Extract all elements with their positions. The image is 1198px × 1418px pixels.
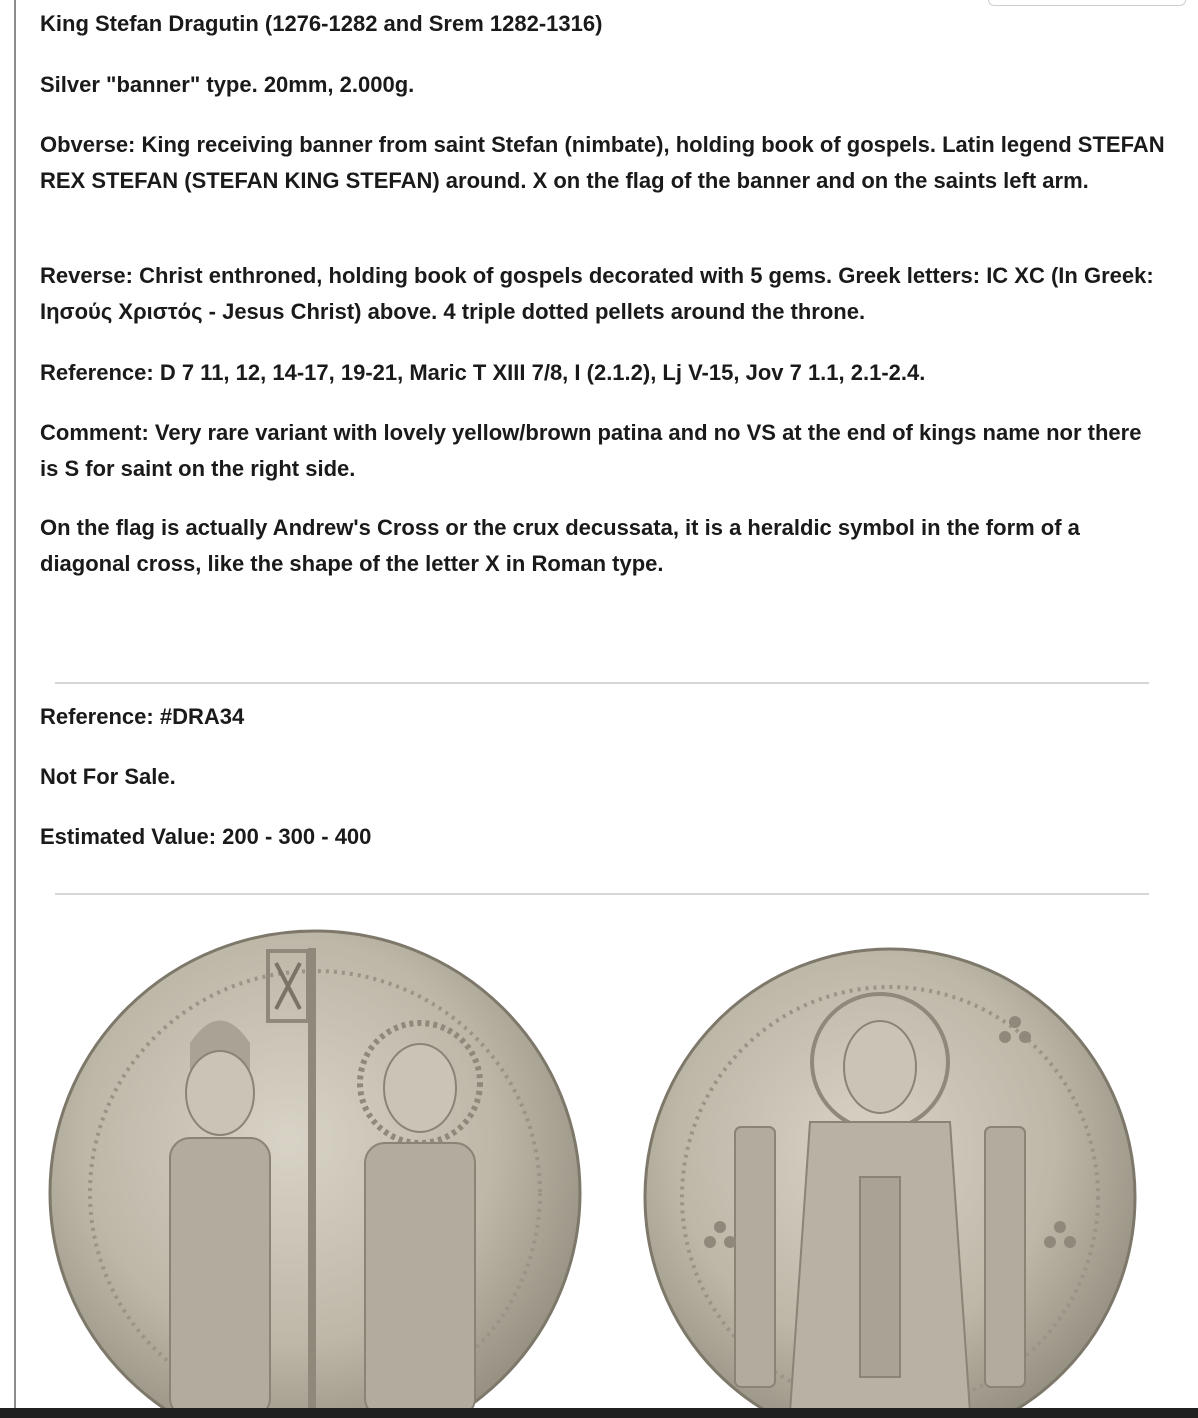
- divider-top: [55, 682, 1149, 684]
- obverse-description: Obverse: King receiving banner from saint Stefan (nimbate), holding book of gospels. Latin legend STEFAN REX STEFAN (STEFAN KING STEFAN) around. X on the flag of the banner and on the saints left arm.: [40, 132, 1165, 193]
- andrews-cross-note: On the flag is actually Andrew's Cross or the crux decussata, it is a heraldic symbol in the form of a diagonal cross, like the shape of the letter X in Roman type.: [40, 515, 1080, 576]
- reference-line: Reference: D 7 11, 12, 14-17, 19-21, Maric T XIII 7/8, I (2.1.2), Lj V-15, Jov 7 1.1, 2.1-2.4.: [40, 360, 926, 385]
- listing-title: King Stefan Dragutin (1276-1282 and Srem 1282-1316): [40, 11, 603, 36]
- divider-bottom: [55, 893, 1149, 895]
- bottom-bar: [0, 1408, 1198, 1418]
- estimated-value: Estimated Value: 200 - 300 - 400: [40, 824, 372, 849]
- coin-reverse-image[interactable]: [640, 927, 1140, 1418]
- type-line: Silver "banner" type. 20mm, 2.000g.: [40, 72, 415, 97]
- comment: Comment: Very rare variant with lovely yellow/brown patina and no VS at the end of kings name nor there is S for saint on the right side.: [40, 420, 1142, 481]
- reference-id: Reference: #DRA34: [40, 704, 245, 729]
- coin-images: [0, 905, 1198, 1418]
- sale-status: Not For Sale.: [40, 764, 176, 789]
- coin-obverse-image[interactable]: [40, 923, 600, 1418]
- reverse-description: Reverse: Christ enthroned, holding book of gospels decorated with 5 gems. Greek letters: IC XC (In Greek: Ιησούς Χριστός - Jesus Christ) above. 4 triple dotted pellets around the throne.: [40, 263, 1154, 324]
